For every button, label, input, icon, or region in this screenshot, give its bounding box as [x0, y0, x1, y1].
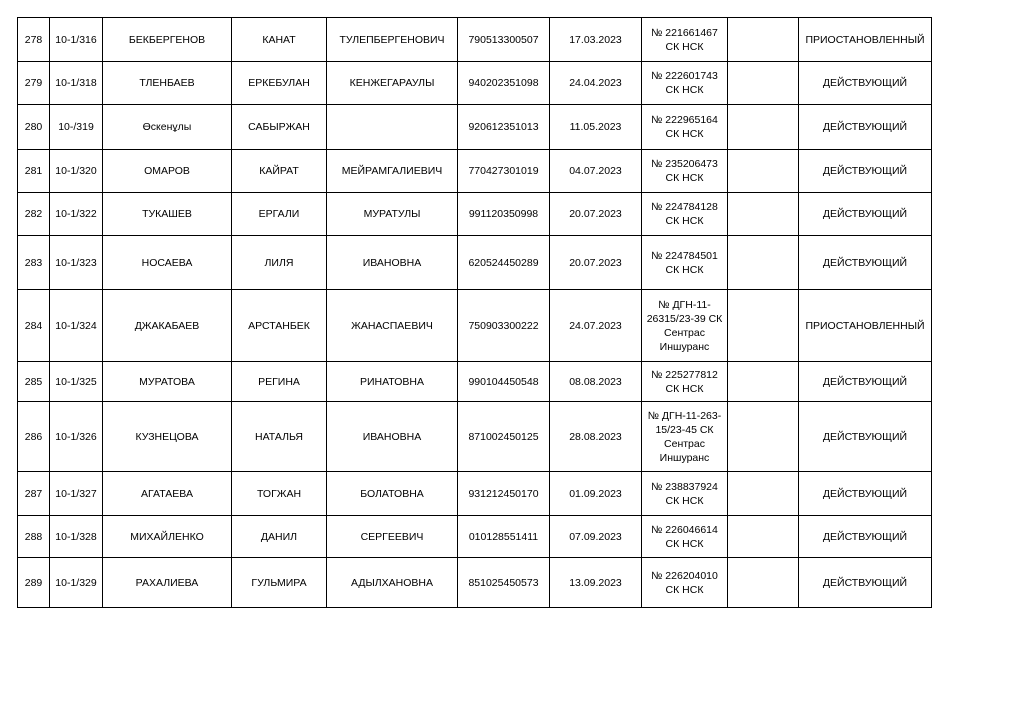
insurance-policy-cell: № 222965164 СК НСК — [642, 105, 728, 150]
insurance-policy-cell: № ДГН-11- 26315/23-39 СК Сентрас Иншуранс — [642, 290, 728, 362]
table-row — [18, 402, 932, 472]
registration-number-cell: 10-1/323 — [50, 236, 103, 290]
row-number-cell: 286 — [18, 402, 50, 472]
surname-cell: МУРАТОВА — [103, 362, 232, 402]
surname-cell: РАХАЛИЕВА — [103, 558, 232, 608]
surname-cell: ТУКАШЕВ — [103, 193, 232, 236]
note-cell — [728, 290, 799, 362]
first-name-cell: ТОГЖАН — [232, 472, 327, 516]
first-name-cell: НАТАЛЬЯ — [232, 402, 327, 472]
issue-date-cell: 11.05.2023 — [550, 105, 642, 150]
surname-cell: ТЛЕНБАЕВ — [103, 62, 232, 105]
first-name-cell: ЕРКЕБУЛАН — [232, 62, 327, 105]
issue-date-cell: 24.07.2023 — [550, 290, 642, 362]
status-cell: ДЕЙСТВУЮЩИЙ — [799, 236, 932, 290]
table-row — [18, 290, 932, 362]
issue-date-cell: 24.04.2023 — [550, 62, 642, 105]
issue-date-cell: 20.07.2023 — [550, 236, 642, 290]
row-number-cell: 280 — [18, 105, 50, 150]
insurance-policy-cell: № ДГН-11-263- 15/23-45 СК Сентрас Иншуранс — [642, 402, 728, 472]
first-name-cell: АРСТАНБЕК — [232, 290, 327, 362]
patronymic-cell — [327, 105, 458, 150]
row-number-cell: 279 — [18, 62, 50, 105]
registration-number-cell: 10-1/322 — [50, 193, 103, 236]
registry-table — [17, 17, 932, 608]
patronymic-cell: РИНАТОВНА — [327, 362, 458, 402]
registration-number-cell: 10-1/316 — [50, 18, 103, 62]
surname-cell: НОСАЕВА — [103, 236, 232, 290]
iin-cell: 931212450170 — [458, 472, 550, 516]
table-row — [18, 150, 932, 193]
registration-number-cell: 10-1/329 — [50, 558, 103, 608]
table-body — [18, 18, 932, 608]
first-name-cell: РЕГИНА — [232, 362, 327, 402]
patronymic-cell: БОЛАТОВНА — [327, 472, 458, 516]
first-name-cell: ГУЛЬМИРА — [232, 558, 327, 608]
status-cell: ДЕЙСТВУЮЩИЙ — [799, 62, 932, 105]
status-cell: ДЕЙСТВУЮЩИЙ — [799, 558, 932, 608]
insurance-policy-cell: № 224784501 СК НСК — [642, 236, 728, 290]
insurance-policy-cell: № 226046614 СК НСК — [642, 516, 728, 558]
iin-cell: 790513300507 — [458, 18, 550, 62]
registration-number-cell: 10-1/324 — [50, 290, 103, 362]
patronymic-cell: КЕНЖЕГАРАУЛЫ — [327, 62, 458, 105]
registration-number-cell: 10-1/325 — [50, 362, 103, 402]
surname-cell: АГАТАЕВА — [103, 472, 232, 516]
iin-cell: 940202351098 — [458, 62, 550, 105]
surname-cell: ОМАРОВ — [103, 150, 232, 193]
note-cell — [728, 362, 799, 402]
note-cell — [728, 150, 799, 193]
note-cell — [728, 558, 799, 608]
table-row — [18, 105, 932, 150]
registration-number-cell: 10-1/326 — [50, 402, 103, 472]
iin-cell: 920612351013 — [458, 105, 550, 150]
status-cell: ДЕЙСТВУЮЩИЙ — [799, 472, 932, 516]
iin-cell: 770427301019 — [458, 150, 550, 193]
iin-cell: 750903300222 — [458, 290, 550, 362]
iin-cell: 990104450548 — [458, 362, 550, 402]
insurance-policy-cell: № 225277812 СК НСК — [642, 362, 728, 402]
registration-number-cell: 10-1/327 — [50, 472, 103, 516]
iin-cell: 620524450289 — [458, 236, 550, 290]
table-row — [18, 516, 932, 558]
issue-date-cell: 04.07.2023 — [550, 150, 642, 193]
row-number-cell: 282 — [18, 193, 50, 236]
row-number-cell: 283 — [18, 236, 50, 290]
insurance-policy-cell: № 238837924 СК НСК — [642, 472, 728, 516]
table-row — [18, 18, 932, 62]
surname-cell: МИХАЙЛЕНКО — [103, 516, 232, 558]
iin-cell: 851025450573 — [458, 558, 550, 608]
first-name-cell: ДАНИЛ — [232, 516, 327, 558]
status-cell: ДЕЙСТВУЮЩИЙ — [799, 105, 932, 150]
status-cell: ДЕЙСТВУЮЩИЙ — [799, 402, 932, 472]
row-number-cell: 288 — [18, 516, 50, 558]
first-name-cell: КАНАТ — [232, 18, 327, 62]
registration-number-cell: 10-1/318 — [50, 62, 103, 105]
patronymic-cell: ИВАНОВНА — [327, 402, 458, 472]
note-cell — [728, 193, 799, 236]
surname-cell: БЕКБЕРГЕНОВ — [103, 18, 232, 62]
issue-date-cell: 01.09.2023 — [550, 472, 642, 516]
issue-date-cell: 28.08.2023 — [550, 402, 642, 472]
patronymic-cell: ТУЛЕПБЕРГЕНОВИЧ — [327, 18, 458, 62]
note-cell — [728, 472, 799, 516]
patronymic-cell: ЖАНАСПАЕВИЧ — [327, 290, 458, 362]
table-row — [18, 236, 932, 290]
note-cell — [728, 236, 799, 290]
registration-number-cell: 10-1/328 — [50, 516, 103, 558]
patronymic-cell: АДЫЛХАНОВНА — [327, 558, 458, 608]
insurance-policy-cell: № 235206473 СК НСК — [642, 150, 728, 193]
table-row — [18, 472, 932, 516]
row-number-cell: 289 — [18, 558, 50, 608]
note-cell — [728, 105, 799, 150]
status-cell: ДЕЙСТВУЮЩИЙ — [799, 516, 932, 558]
surname-cell: Өскенұлы — [103, 105, 232, 150]
note-cell — [728, 516, 799, 558]
patronymic-cell: СЕРГЕЕВИЧ — [327, 516, 458, 558]
iin-cell: 010128551411 — [458, 516, 550, 558]
first-name-cell: КАЙРАТ — [232, 150, 327, 193]
row-number-cell: 284 — [18, 290, 50, 362]
insurance-policy-cell: № 226204010 СК НСК — [642, 558, 728, 608]
issue-date-cell: 08.08.2023 — [550, 362, 642, 402]
registration-number-cell: 10-/319 — [50, 105, 103, 150]
row-number-cell: 285 — [18, 362, 50, 402]
note-cell — [728, 62, 799, 105]
row-number-cell: 287 — [18, 472, 50, 516]
status-cell: ДЕЙСТВУЮЩИЙ — [799, 193, 932, 236]
first-name-cell: САБЫРЖАН — [232, 105, 327, 150]
registration-number-cell: 10-1/320 — [50, 150, 103, 193]
table-row — [18, 558, 932, 608]
status-cell: ДЕЙСТВУЮЩИЙ — [799, 362, 932, 402]
issue-date-cell: 07.09.2023 — [550, 516, 642, 558]
patronymic-cell: ИВАНОВНА — [327, 236, 458, 290]
iin-cell: 991120350998 — [458, 193, 550, 236]
patronymic-cell: МЕЙРАМГАЛИЕВИЧ — [327, 150, 458, 193]
first-name-cell: ЛИЛЯ — [232, 236, 327, 290]
status-cell: ПРИОСТАНОВЛЕННЫЙ — [799, 290, 932, 362]
table-row — [18, 193, 932, 236]
patronymic-cell: МУРАТУЛЫ — [327, 193, 458, 236]
issue-date-cell: 20.07.2023 — [550, 193, 642, 236]
insurance-policy-cell: № 224784128 СК НСК — [642, 193, 728, 236]
table-row — [18, 362, 932, 402]
issue-date-cell: 13.09.2023 — [550, 558, 642, 608]
insurance-policy-cell: № 221661467 СК НСК — [642, 18, 728, 62]
iin-cell: 871002450125 — [458, 402, 550, 472]
issue-date-cell: 17.03.2023 — [550, 18, 642, 62]
status-cell: ДЕЙСТВУЮЩИЙ — [799, 150, 932, 193]
surname-cell: ДЖАКАБАЕВ — [103, 290, 232, 362]
table-row — [18, 62, 932, 105]
note-cell — [728, 402, 799, 472]
insurance-policy-cell: № 222601743 СК НСК — [642, 62, 728, 105]
note-cell — [728, 18, 799, 62]
first-name-cell: ЕРГАЛИ — [232, 193, 327, 236]
status-cell: ПРИОСТАНОВЛЕННЫЙ — [799, 18, 932, 62]
row-number-cell: 281 — [18, 150, 50, 193]
row-number-cell: 278 — [18, 18, 50, 62]
surname-cell: КУЗНЕЦОВА — [103, 402, 232, 472]
